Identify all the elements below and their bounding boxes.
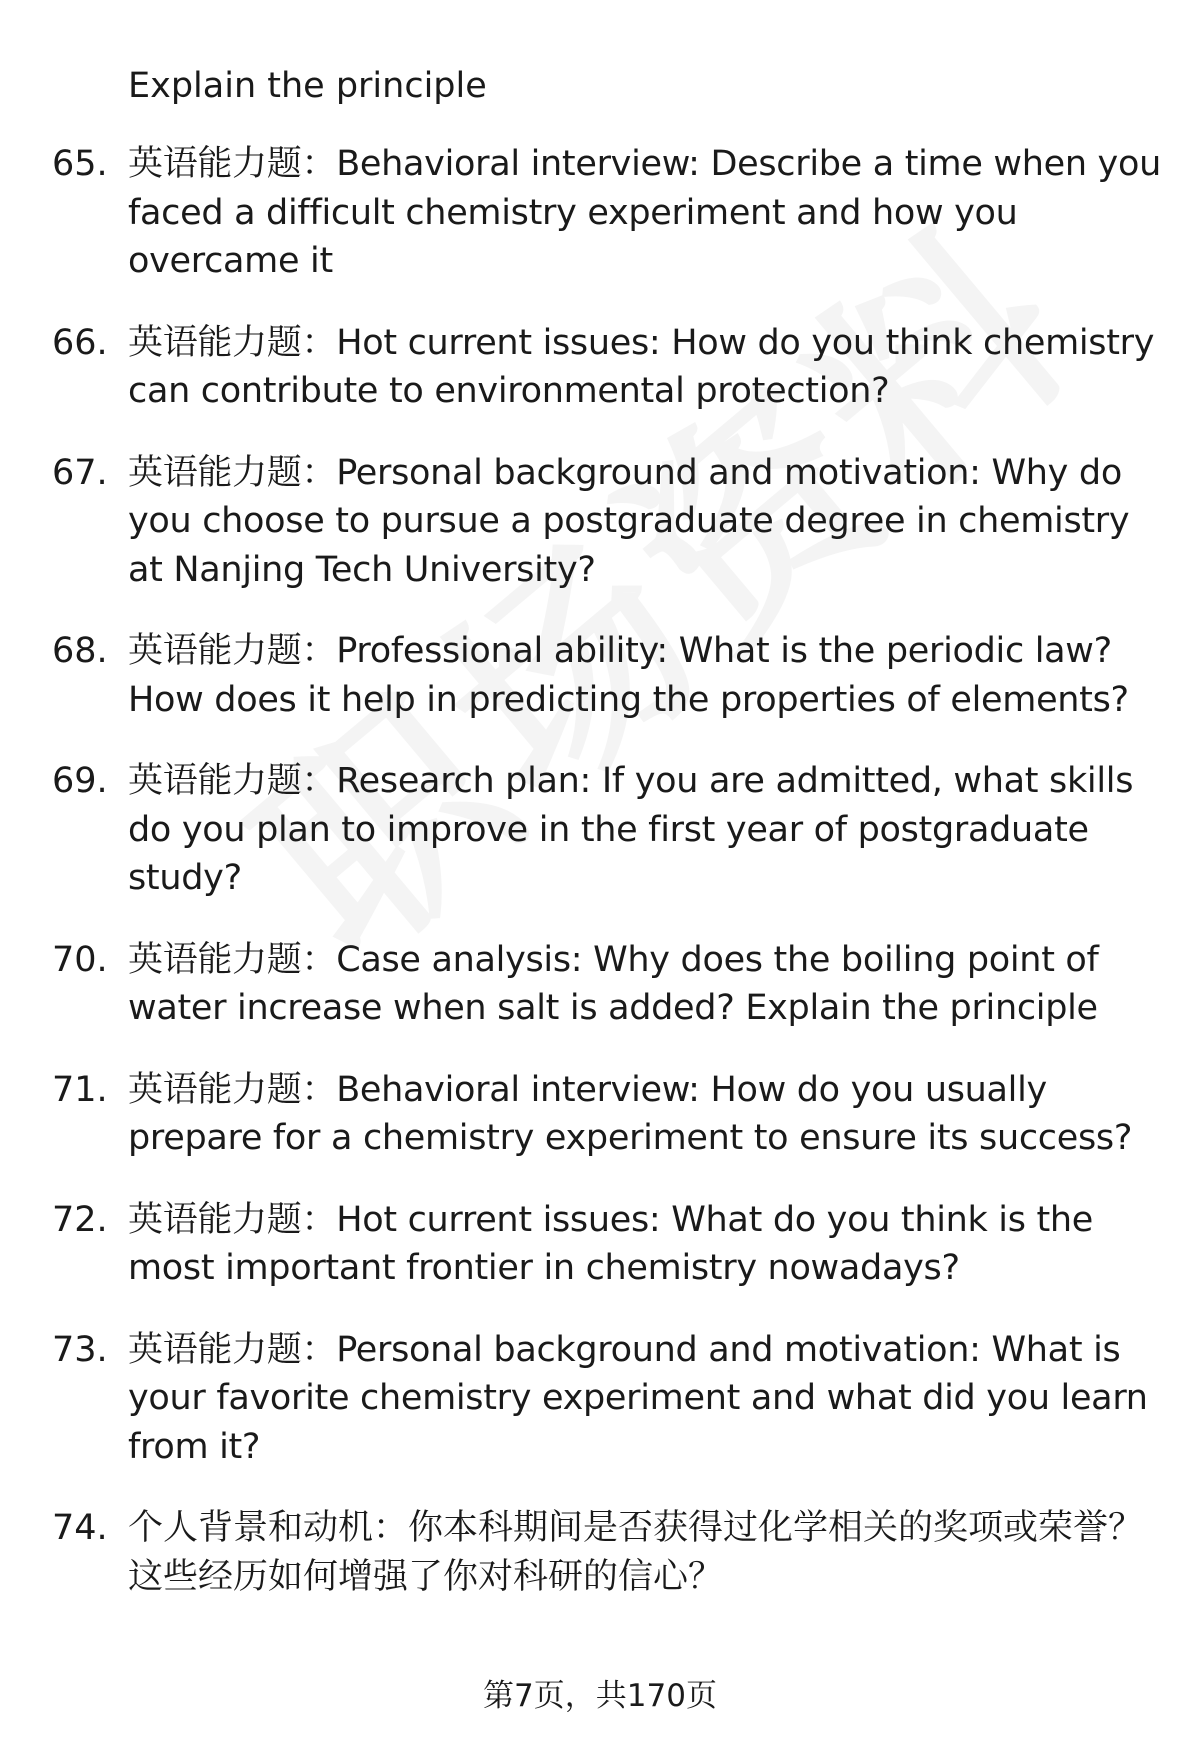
question-number: 65. [52,144,108,184]
question-number: 66. [52,322,108,363]
question-text: 英语能力题：Hot current issues: How do you think chemistry can contribute to environmental protection? [128,322,1155,411]
question-number: 72. [52,1199,108,1240]
question-number: 71. [52,1069,108,1110]
question-text: 英语能力题：Behavioral interview: How do you usually prepare for a chemistry experiment to ensure its success? [128,1069,1133,1158]
list-item [52,1196,1162,1293]
question-number: 74. [52,1508,108,1548]
question-text: 英语能力题：Behavioral interview: Describe a time when you faced a difficult chemistry experiment and how you overcame it [128,144,1161,281]
question-text: 英语能力题：Personal background and motivation: Why do you choose to pursue a postgraduate degree in chemistry at Nanjing Tech University? [128,452,1130,590]
question-text: 英语能力题：Personal background and motivation: What is your favorite chemistry experiment and what did you learn from it? [128,1329,1148,1467]
question-text: 英语能力题：Professional ability: What is the periodic law? How does it help in predicting the properties of elements? [128,631,1129,720]
list-item [52,1504,1162,1601]
question-number: 70. [52,939,108,980]
list-item [52,1066,1162,1163]
question-text: 个人背景和动机：你本科期间是否获得过化学相关的奖项或荣誉？这些经历如何增强了你对科研的信心？ [128,1508,1144,1597]
question-list [52,140,1162,1634]
list-item [52,757,1162,903]
question-text: 英语能力题：Case analysis: Why does the boiling point of water increase when salt is added? Explain the principle [128,939,1099,1028]
continuation-text: Explain the principle [128,66,487,106]
list-item [52,319,1162,416]
question-number: 67. [52,452,108,493]
list-item [52,449,1162,595]
list-item [52,936,1162,1033]
page-footer: 第7页，共170页 [483,1678,717,1714]
list-item [52,627,1162,724]
question-text: 英语能力题：Research plan: If you are admitted, what skills do you plan to improve in the first year of postgraduate study? [128,761,1134,898]
question-number: 69. [52,761,108,801]
question-text: 英语能力题：Hot current issues: What do you think is the most important frontier in chemistry nowadays? [128,1199,1094,1288]
question-number: 68. [52,631,108,671]
list-item [52,1326,1162,1472]
list-item [52,140,1162,286]
question-number: 73. [52,1329,108,1370]
